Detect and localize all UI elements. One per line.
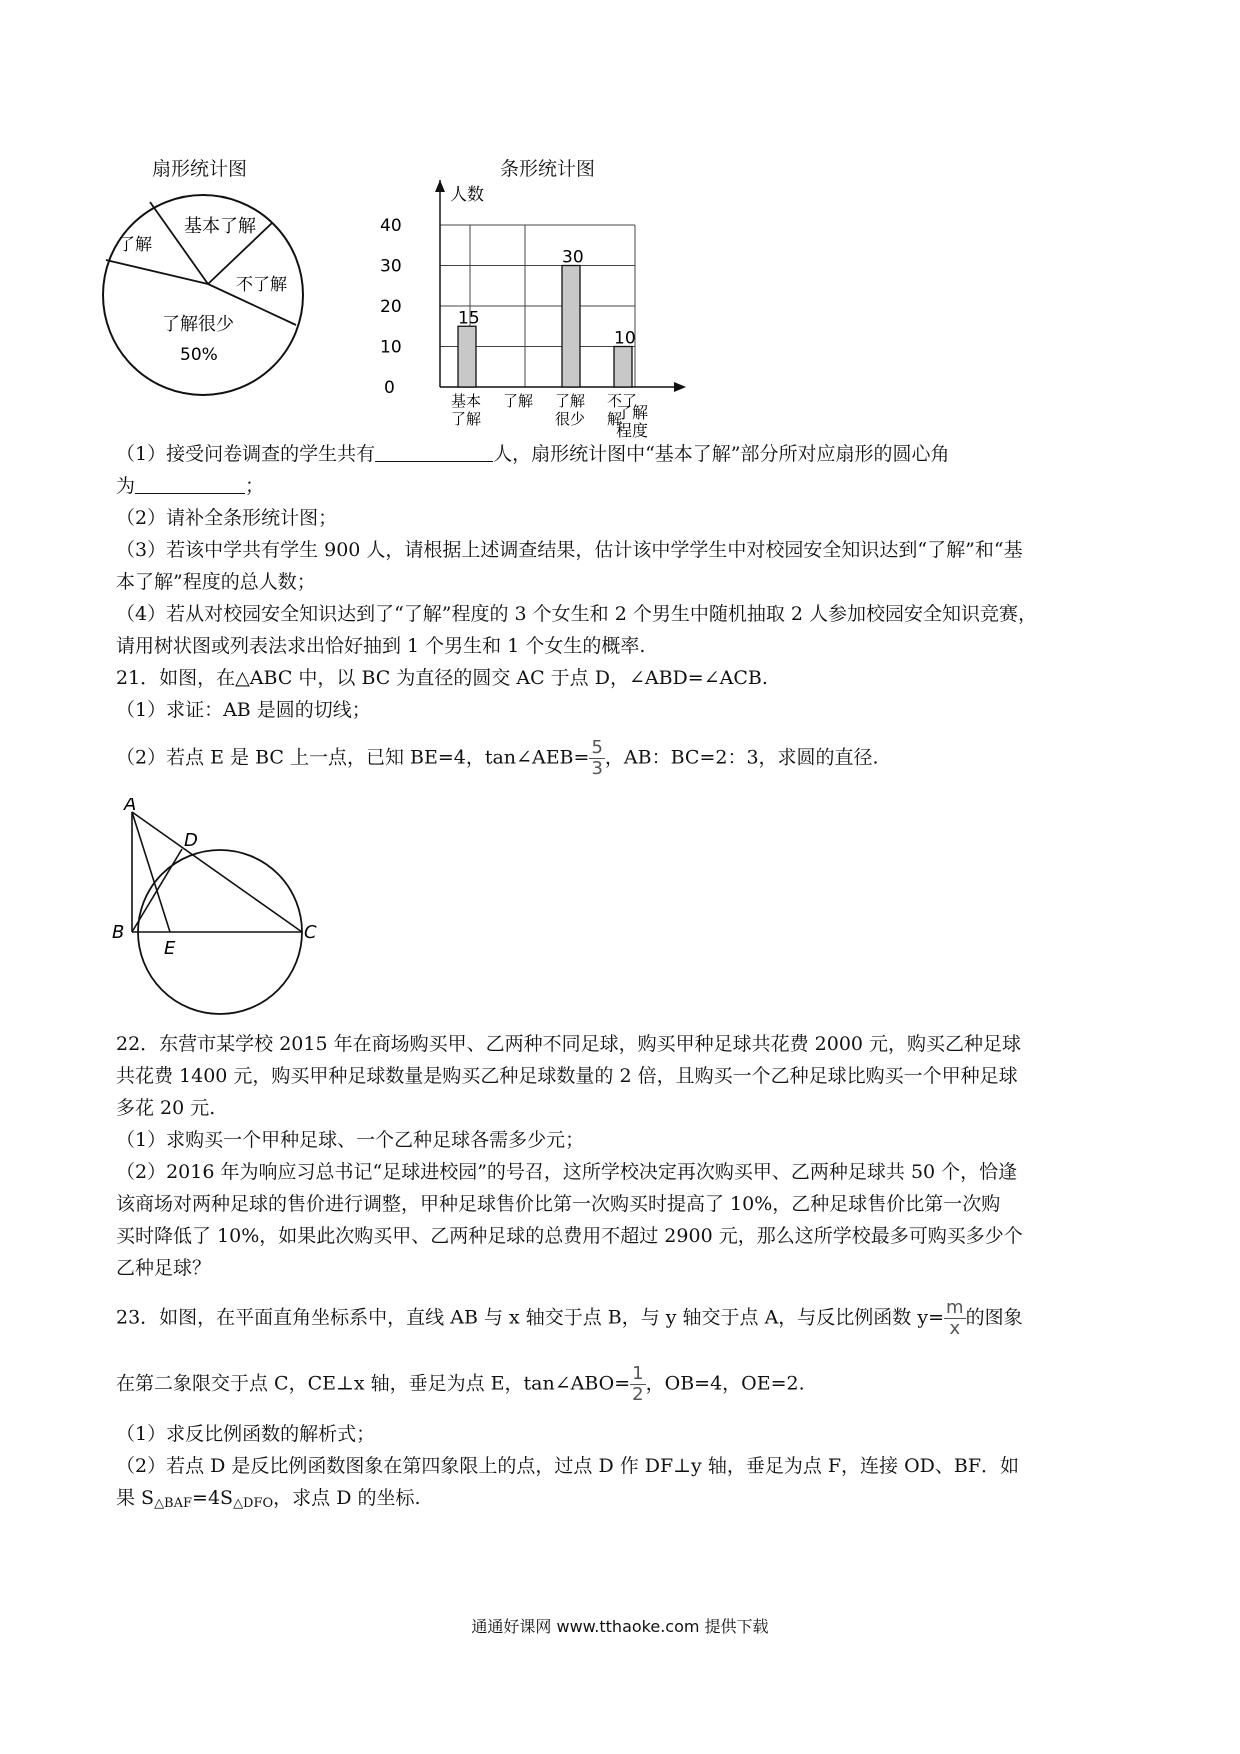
q23-line-2 [116, 1364, 805, 1405]
geometry-figure [108, 798, 318, 1018]
fraction-5-3: $\frac{5}{3}$ [591, 737, 603, 779]
q21-line-3 [116, 738, 879, 779]
y-tick-label: 20 [380, 297, 402, 317]
fraction-m-x: $\frac{m}{x}$ [946, 1297, 964, 1339]
pie-label-pct: 50% [180, 345, 218, 365]
q20-text: （1）接受问卷调查的学生共有 [116, 443, 376, 465]
q21-line-1: 21．如图，在△ABC 中，以 BC 为直径的圆交 AC 于点 D，∠ABD=∠ACB. [116, 667, 768, 689]
answer-blank-2[interactable] [135, 475, 245, 494]
pie-label-unknown: 不了解 [236, 275, 287, 295]
y-tick-label: 10 [380, 337, 402, 358]
y-tick-label: 0 [384, 378, 395, 398]
category-label: 不了 [607, 392, 638, 410]
x-axis-arrow [674, 382, 686, 392]
label-a: A [124, 798, 137, 815]
q23-line-1 [116, 1298, 1023, 1339]
pie-label-know: 了解 [118, 235, 152, 255]
label-b: B [112, 922, 125, 943]
bar [458, 326, 476, 387]
x-axis-label-1: 了解 [616, 403, 649, 422]
q21-line-2: （1）求证：AB 是圆的切线； [116, 699, 371, 721]
bar-chart-title: 条形统计图 [500, 158, 596, 180]
q20-line-4: （3）若该中学共有学生 900 人，请根据上述调查结果，估计该中学学生中对校园安全知识达到“了解”和“基 [116, 539, 1023, 561]
q23-text: 的图象 [965, 1306, 1023, 1329]
category-label: 了解 [555, 392, 586, 410]
y-tick-label: 40 [380, 216, 402, 236]
label-c: C [304, 922, 317, 943]
q23-line-5: 果 $S_{\triangle BAF}=4S_{\triangle DFO}$，求点 D 的坐标. [116, 1487, 421, 1511]
q22-line-2: 共花费 1400 元，购买甲种足球数量是购买乙种足球数量的 2 倍，且购买一个乙种足球比购买一个甲种足球 [116, 1065, 1018, 1087]
q20-line-2 [116, 472, 264, 500]
q23-line-3: （1）求反比例函数的解析式； [116, 1423, 376, 1445]
q20-text: 为 [116, 475, 136, 497]
category-label: 了解 [503, 392, 534, 410]
q20-line-6: （4）若从对校园安全知识达到了“了解”程度的 3 个女生和 2 个男生中随机抽取 2 人参加校园安全知识竞赛， [116, 603, 1038, 625]
q22-line-5: （2）2016 年为响应习总书记“足球进校园”的号召，这所学校决定再次购买甲、乙两种足球共 50 个，恰逢 [116, 1161, 1018, 1183]
x-axis-label-2: 程度 [616, 421, 649, 440]
bar-value-label: 30 [562, 247, 584, 268]
bar-value-label: 15 [458, 308, 480, 329]
q21-text: ，AB：BC=2：3，求圆的直径. [604, 746, 879, 769]
fraction-1-2: $\frac{1}{2}$ [632, 1363, 644, 1405]
pie-label-little: 了解很少 [162, 314, 234, 335]
category-label: 了解 [451, 410, 482, 428]
answer-blank-1[interactable] [375, 443, 493, 462]
q23-text: ，OB=4，OE=2. [645, 1372, 805, 1395]
q20-line-7: 请用树状图或列表法求出恰好抽到 1 个男生和 1 个女生的概率. [116, 635, 646, 657]
pie-chart [98, 190, 308, 400]
category-label: 基本 [451, 392, 482, 410]
q20-line-1 [116, 440, 950, 468]
y-tick-label: 30 [380, 256, 402, 277]
q22-line-3: 多花 20 元. [116, 1097, 216, 1119]
q20-line-5: 本了解”程度的总人数； [116, 571, 316, 593]
label-d: D [184, 830, 198, 851]
y-tick-labels [380, 216, 402, 398]
q23-text: 23．如图，在平面直角坐标系中，直线 AB 与 x 轴交于点 B，与 y 轴交于点 A，与反比例函数 y= [116, 1306, 945, 1329]
category-label: 很少 [555, 410, 586, 428]
label-e: E [164, 938, 176, 959]
q23-text: 在第二象限交于点 C，CE⊥x 轴，垂足为点 E，tan∠ABO= [116, 1372, 631, 1395]
y-axis-label: 人数 [450, 185, 484, 205]
subscript-baf: △BAF [154, 1496, 193, 1511]
subscript-dfo: △DFO [233, 1496, 274, 1511]
pie-label-basic: 基本了解 [184, 216, 256, 237]
q21-text: （2）若点 E 是 BC 上一点，已知 BE=4，tan∠AEB= [116, 746, 590, 769]
pie-chart-title: 扇形统计图 [152, 158, 248, 180]
q20-text: 人，扇形统计图中“基本了解”部分所对应扇形的圆心角 [493, 443, 950, 465]
q20-line-3: （2）请补全条形统计图； [116, 507, 338, 529]
category-labels [451, 392, 637, 428]
q22-line-1: 22．东营市某学校 2015 年在商场购买甲、乙两种不同足球，购买甲种足球共花费 2000 元，购买乙种足球 [116, 1033, 1022, 1055]
q22-line-4: （1）求购买一个甲种足球、一个乙种足球各需多少元； [116, 1129, 585, 1151]
bar-value-label: 10 [614, 328, 636, 349]
page-footer: 通通好课网 www.tthaoke.com 提供下载 [471, 1617, 769, 1636]
q20-text: ； [245, 475, 265, 497]
q22-line-8: 乙种足球？ [116, 1257, 212, 1279]
bar-chart [380, 180, 720, 440]
q22-line-6: 该商场对两种足球的售价进行调整，甲种足球售价比第一次购买时提高了 10%，乙种足球售价比第一次购 [116, 1193, 1001, 1215]
q23-line-4: （2）若点 D 是反比例函数图象在第四象限上的点，过点 D 作 DF⊥y 轴，垂足为点 F，连接 OD、BF．如 [116, 1455, 1020, 1477]
y-axis-arrow [435, 180, 445, 192]
bars [458, 248, 636, 388]
bar [562, 266, 580, 388]
q22-line-7: 买时降低了 10%，如果此次购买甲、乙两种足球的总费用不超过 2900 元，那么这所学校最多可购买多少个 [116, 1225, 1023, 1247]
category-label: 解 [607, 410, 623, 428]
bar [614, 347, 632, 388]
